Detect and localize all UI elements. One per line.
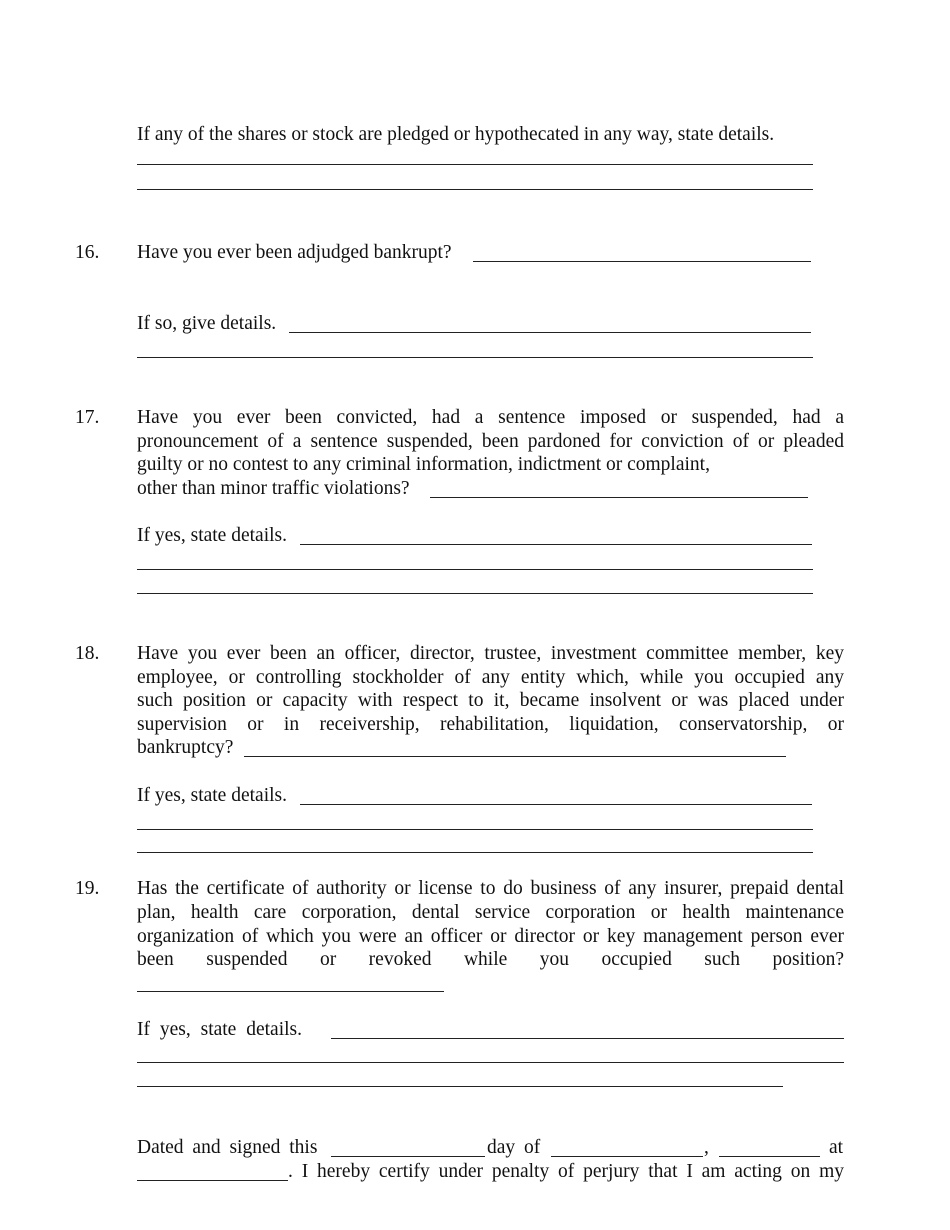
q19-answer-line[interactable]	[137, 991, 444, 992]
year-blank[interactable]	[719, 1156, 820, 1157]
q16-question-text: Have you ever been adjudged bankrupt?	[137, 242, 452, 263]
q19-details-label: If yes, state details.	[137, 1019, 302, 1040]
q18-line-4: supervision or in receivership, rehabilitation, liquidation, conservatorship, or	[137, 714, 844, 735]
q19-line-2: plan, health care corporation, dental service corporation or health maintenance	[137, 902, 844, 923]
month-blank[interactable]	[551, 1156, 703, 1157]
q19-line-3: organization of which you were an officer or director or key management person ever	[137, 926, 844, 947]
q18-details-line-1[interactable]	[300, 804, 812, 805]
q18-line-5: bankruptcy?	[137, 737, 234, 758]
q18-line-2: employee, or controlling stockholder of any entity which, while you occupied any	[137, 667, 844, 688]
q15-details-line-2[interactable]	[137, 189, 813, 190]
dated-prefix: Dated and signed this	[137, 1137, 318, 1158]
q17-details-label: If yes, state details.	[137, 525, 287, 546]
comma-text: ,	[704, 1137, 709, 1158]
q16-answer-line[interactable]	[473, 261, 811, 262]
q18-line-3: such position or capacity with respect to it, became insolvent or was placed under	[137, 690, 844, 711]
certify-text: . I hereby certify under penalty of perjury that I am acting on my	[288, 1161, 844, 1182]
q18-answer-line[interactable]	[244, 756, 786, 757]
q19-details-line-1[interactable]	[331, 1038, 844, 1039]
q17-line-1: Have you ever been convicted, had a sentence imposed or suspended, had a	[137, 407, 844, 428]
day-of-text: day of	[487, 1137, 541, 1158]
q18-number: 18.	[75, 643, 100, 664]
location-blank[interactable]	[137, 1180, 288, 1181]
q18-details-label: If yes, state details.	[137, 785, 287, 806]
q16-question	[137, 241, 452, 264]
q17-number: 17.	[75, 407, 100, 428]
q17-line-2: pronouncement of a sentence suspended, been pardoned for conviction of or pleaded	[137, 431, 844, 452]
q16-number: 16.	[75, 242, 100, 263]
q19-number: 19.	[75, 878, 100, 899]
q17-line-4: other than minor traffic violations?	[137, 478, 410, 499]
q15-pledged-text: If any of the shares or stock are pledged or hypothecated in any way, state details.	[137, 124, 775, 145]
q16-details-label: If so, give details.	[137, 313, 277, 334]
q15-details-line-1[interactable]	[137, 164, 813, 165]
q18-details-line-3[interactable]	[137, 852, 813, 853]
q17-details-line-3[interactable]	[137, 593, 813, 594]
q18-line-1: Have you ever been an officer, director, trustee, investment committee member, key	[137, 643, 844, 664]
q19-details-line-2[interactable]	[137, 1062, 844, 1063]
day-blank[interactable]	[331, 1156, 485, 1157]
q17-answer-line[interactable]	[430, 497, 808, 498]
q19-line-4: been suspended or revoked while you occupied such position?	[137, 949, 844, 970]
q18-details-line-2[interactable]	[137, 829, 813, 830]
q19-line-1: Has the certificate of authority or license to do business of any insurer, prepaid dental	[137, 878, 844, 899]
at-text: at	[829, 1137, 844, 1158]
q16-details-line-2[interactable]	[137, 357, 813, 358]
q17-details-line-2[interactable]	[137, 569, 813, 570]
q17-line-3: guilty or no contest to any criminal information, indictment or complaint,	[137, 454, 710, 475]
q16-details-line-1[interactable]	[289, 332, 811, 333]
q19-details-line-3[interactable]	[137, 1086, 783, 1087]
q17-details-line-1[interactable]	[300, 544, 812, 545]
